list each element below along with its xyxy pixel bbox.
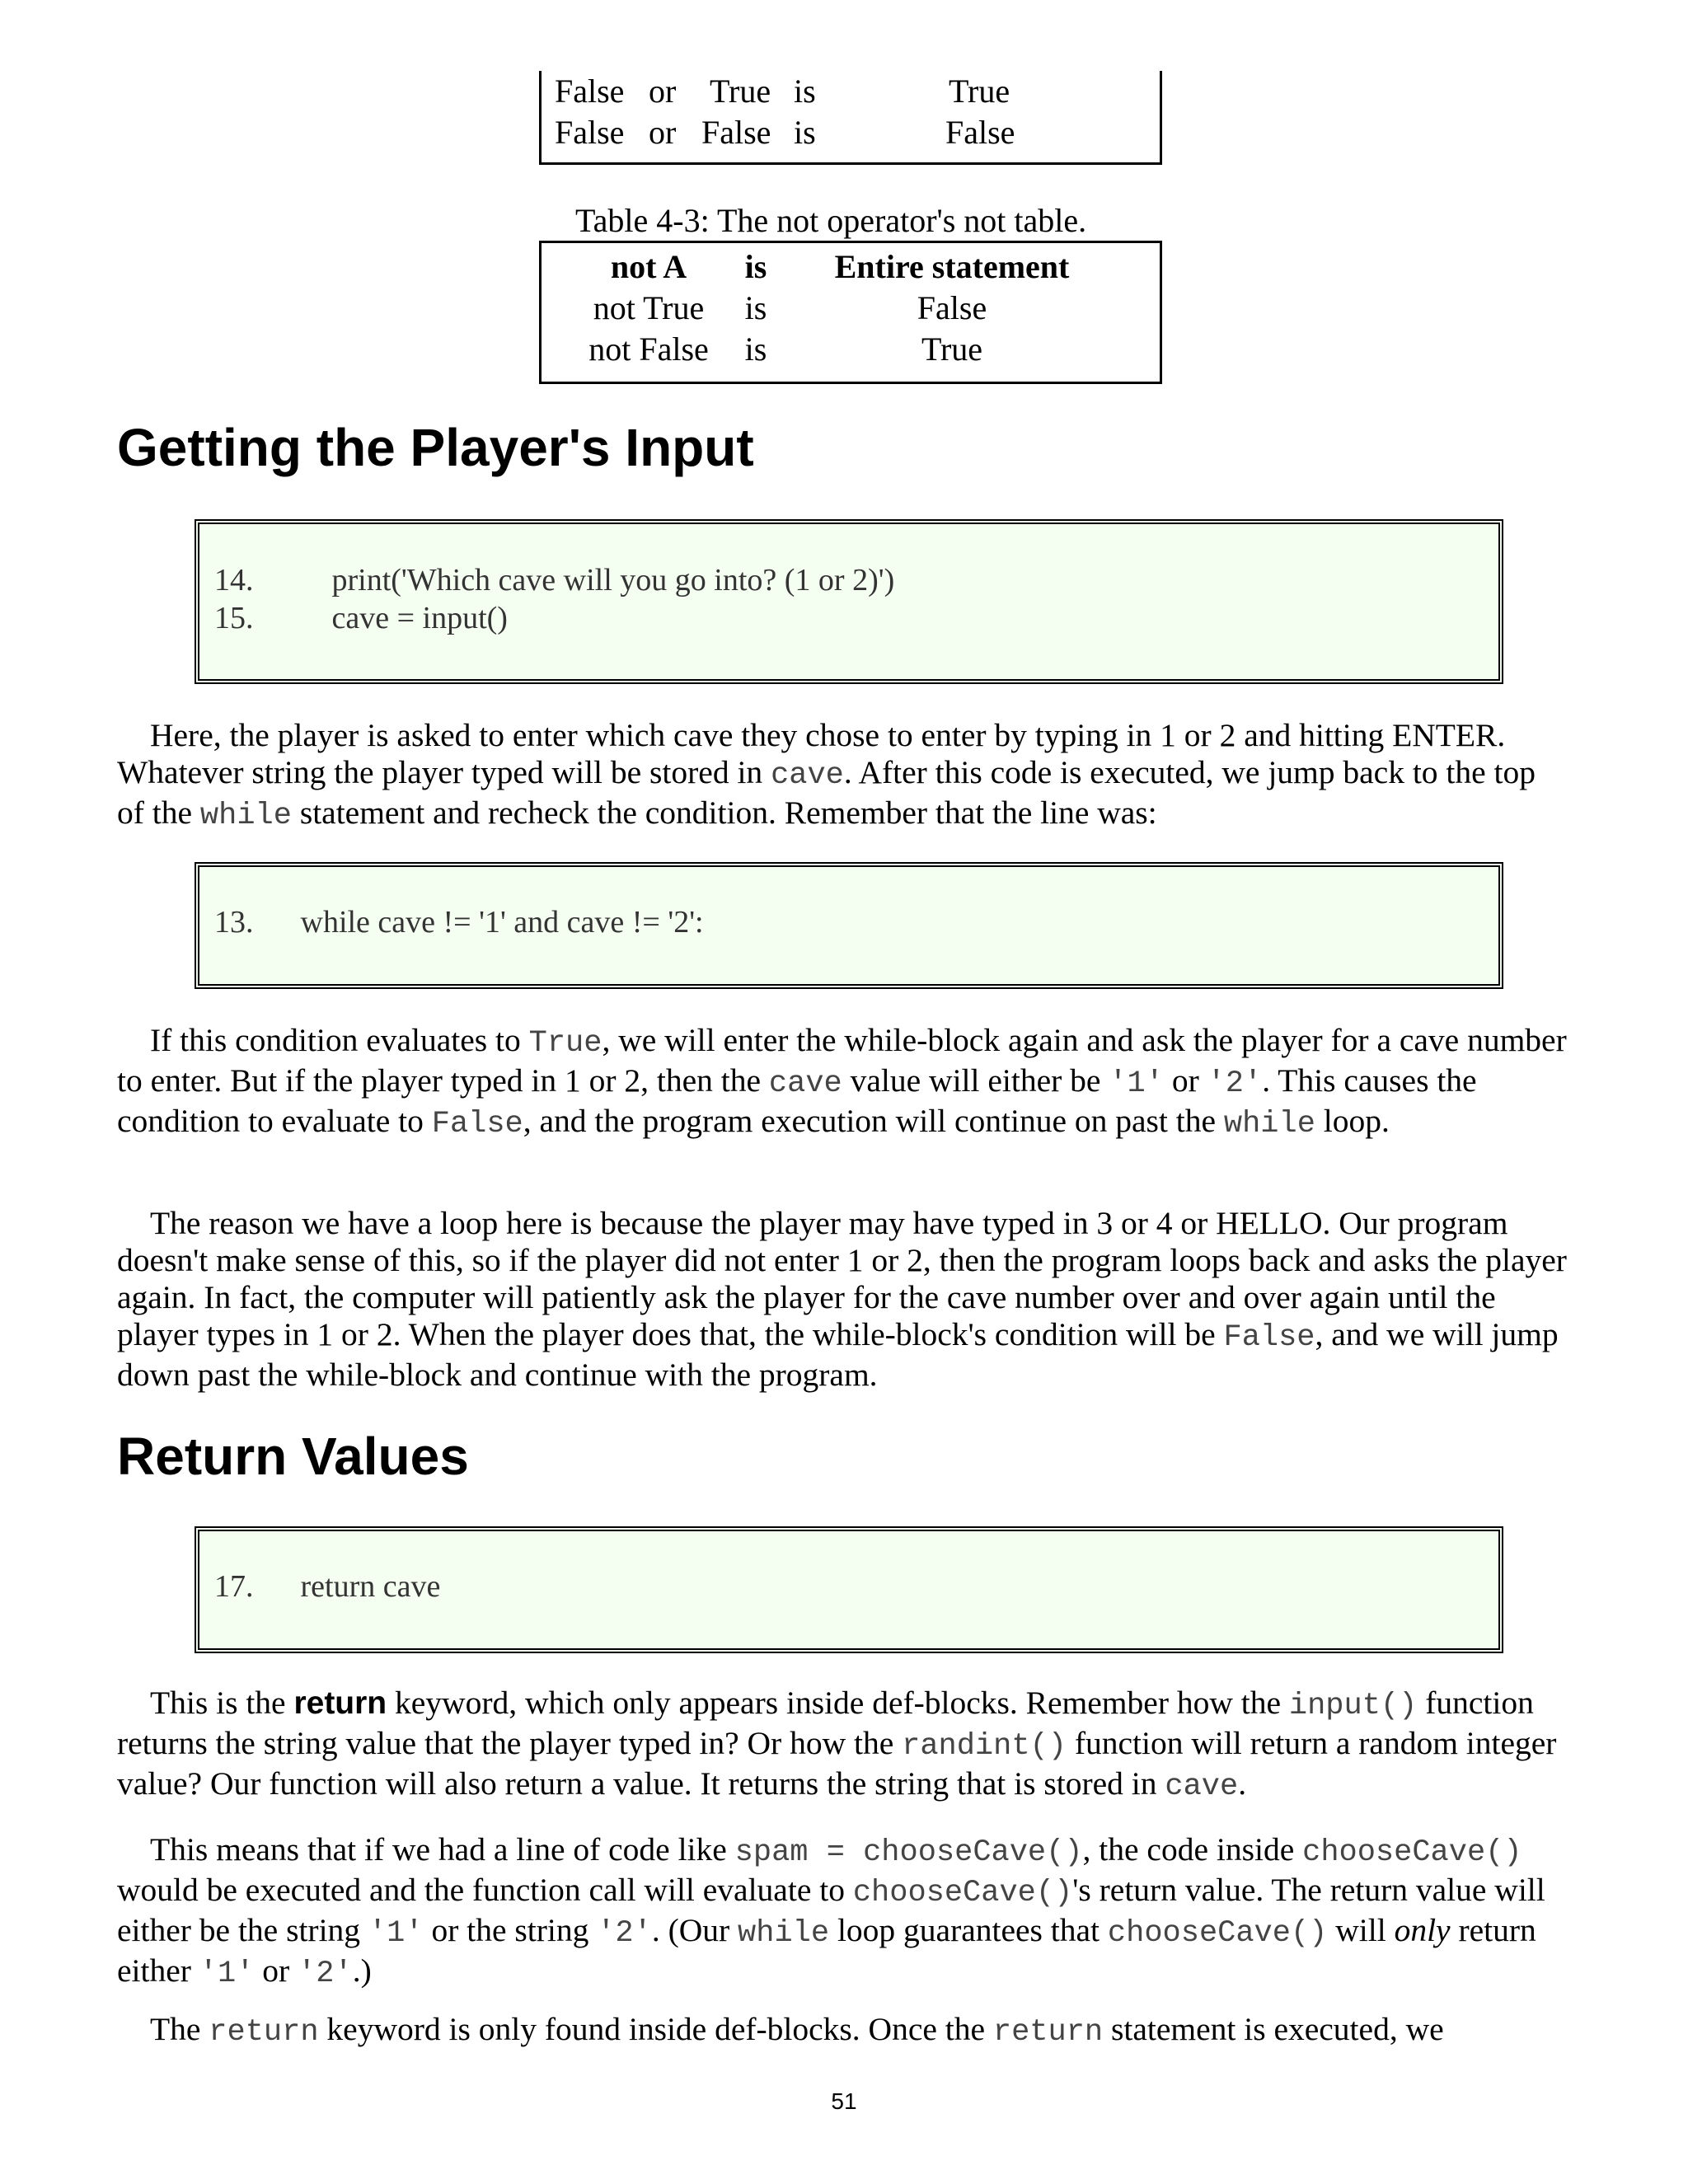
inline-code: '2' [1207,1066,1263,1101]
table-header-cell: Entire statement [834,248,1070,285]
table-cell: False [945,114,1015,151]
table-cell: True [921,330,983,368]
text: function returns the string value that the player typed in? Or how the [117,1685,1534,1761]
code-line: 17. return cave [214,1569,441,1604]
table-cell: is [744,330,767,368]
code-block [195,1526,1503,1653]
inline-code: False [1223,1320,1315,1355]
inline-code: chooseCave() [1107,1916,1328,1951]
text: . After this code is executed, we jump back to the top of the [117,754,1536,831]
inline-code: cave [1165,1769,1239,1804]
text: , the code inside [1082,1831,1303,1868]
inline-code: while [1223,1107,1315,1141]
code-block [195,862,1503,989]
text: function will return a random integer value? Our function will also return a value. It returns the string that is stored in [117,1725,1557,1802]
text: The [150,2011,209,2047]
text: If this condition evaluates to [150,1022,529,1058]
not-table [539,241,1162,384]
paragraph [117,1831,1568,1993]
section-heading: Return Values [117,1427,469,1486]
text: , and we will jump down past the while-block and continue with the program. [117,1316,1559,1393]
text: keyword, which only appears inside def-blocks. Remember how the [387,1685,1289,1721]
keyword: return [293,1685,387,1721]
table-caption-text: Table 4-3: The not operator's not table. [575,202,1087,239]
table-header-cell: not A [610,248,687,285]
text: . (Our [651,1912,738,1948]
text: statement is executed, we [1103,2011,1444,2047]
inline-code: False [431,1107,523,1141]
table-cell: or [649,73,677,110]
text: would be executed and the function call will evaluate to [117,1872,853,1908]
text: . [1238,1765,1247,1802]
text: return either [117,1912,1536,1989]
text: or the string [423,1912,598,1948]
inline-code: True [528,1026,603,1061]
text: loop guarantees that [829,1912,1108,1948]
inline-code: return [209,2015,319,2050]
paragraph [117,717,1568,835]
section-heading: Getting the Player's Input [117,418,754,477]
table-cell: True [949,73,1010,110]
text: or [1163,1062,1207,1099]
page-number: 51 [831,2088,857,2114]
inline-code: chooseCave() [1302,1835,1522,1870]
text: will [1327,1912,1395,1948]
inline-code: cave [771,758,844,793]
table-cell: not False [588,330,709,368]
text: .) [352,1952,372,1989]
inline-code: input() [1288,1689,1418,1723]
table-cell: is [794,114,816,151]
emphasis: only [1394,1912,1451,1948]
table-row [542,112,1160,153]
table-cell: is [744,289,767,326]
table-cell: False [701,114,771,151]
text: or [254,1952,298,1989]
code-block [195,519,1503,684]
table-cell: is [794,73,816,110]
or-table-partial [539,71,1162,165]
text: This is the [150,1685,294,1721]
text: . This causes the condition to evaluate to [117,1062,1477,1139]
inline-code: chooseCave() [852,1876,1073,1910]
text: 's return value. The return value will either be the string [117,1872,1545,1948]
text: loop. [1315,1103,1390,1139]
inline-code: while [738,1916,830,1951]
paragraph [117,2011,1568,2051]
inline-code: spam = chooseCave() [734,1835,1083,1870]
inline-code: randint() [902,1729,1067,1764]
text: The reason we have a loop here is because the player may have typed in 3 or 4 or HELLO. Our program doesn't make sense of this, so if the player did not enter 1 or 2, then the program loops back and asks the player again. In fact, the computer will patiently ask the player for the cave number over and over again until the player types in 1 or 2. When the player does that, the while-block's condition will be [117,1205,1567,1352]
text: This means that if we had a line of code like [150,1831,735,1868]
inline-code: '1' [199,1957,255,1991]
table-cell: False [555,73,625,110]
inline-code: while [199,799,292,833]
table-header-row [542,246,1160,288]
text: Here, the player is asked to enter which cave they chose to enter by typing in 1 or 2 and hitting ENTER. Whatever string the player typed will be stored in [117,717,1506,790]
table-row [542,329,1160,370]
code-line: 15. cave = input() [214,601,508,635]
text: statement and recheck the condition. Remember that the line was: [291,794,1157,831]
paragraph [117,1022,1568,1143]
code-line: 13. while cave != '1' and cave != '2': [214,905,704,940]
table-cell: True [710,73,771,110]
text: keyword is only found inside def-blocks. Once the [318,2011,993,2047]
inline-code: '2' [298,1957,353,1991]
code-line: 14. print('Which cave will you go into? (1 or 2)') [214,563,895,598]
table-row [542,71,1160,112]
table-cell: False [917,289,987,326]
table-cell: not True [593,289,705,326]
inline-code: return [992,2015,1104,2050]
text: , we will enter the while-block again and ask the player for a cave number to enter. But if the player typed in 1 or 2, then the [117,1022,1567,1099]
text: value will either be [842,1062,1109,1099]
inline-code: '1' [368,1916,424,1951]
table-header-cell: is [744,248,767,285]
inline-code: cave [768,1066,842,1101]
paragraph [117,1205,1568,1394]
paragraph [117,1685,1568,1806]
table-cell: False [555,114,625,151]
table-cell: or [649,114,677,151]
inline-code: '2' [597,1916,652,1951]
table-row [542,288,1160,329]
text: , and the program execution will continue on past the [523,1103,1224,1139]
inline-code: '1' [1109,1066,1164,1101]
